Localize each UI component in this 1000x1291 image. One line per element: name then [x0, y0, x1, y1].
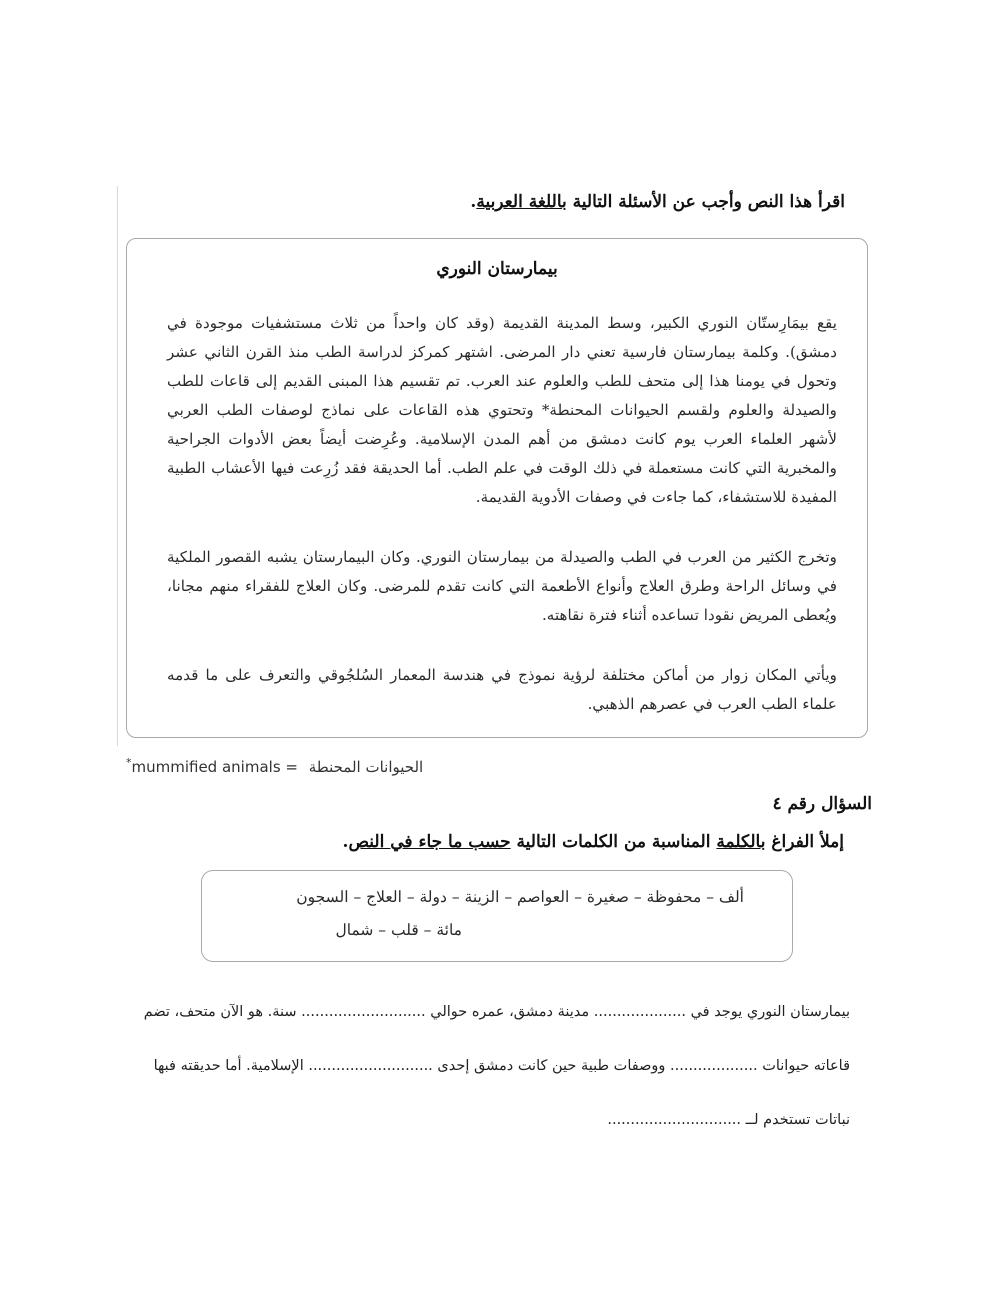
question-instruction-underline-2: حسب ما جاء في النص: [348, 832, 511, 852]
word-bank-line-2: مائة – قلب – شمال: [335, 921, 462, 939]
footnote-star: *: [126, 756, 132, 769]
instruction-text: اقرأ هذا النص وأجب عن الأسئلة التالية: [566, 192, 845, 212]
reading-instruction: [145, 192, 845, 212]
fill-in-line-3[interactable]: نباتات تستخدم لــ .............................: [607, 1112, 850, 1128]
passage-paragraph-1: يقع بيمَارِستّان النوري الكبير، وسط المدينة القديمة (وقد كان واحداً من ثلاث مستشفيات موجودة في دمشق). وكلمة بيمارستان فارسية تعني دار المرضى. اشتهر كمركز لدراسة الطب منذ القرن الثاني عشر وتحول في يومنا هذا إلى متحف للطب والعلوم عند العرب. تم تقسيم هذا المبنى القديم إلى قاعات للطب والصيدلة والعلوم ولقسم الحيوانات المحنطة* وتحتوي هذه القاعات على نماذج لوصفات الطب العربي لأشهر العلماء العرب يوم كانت دمشق من أهم المدن الإسلامية. وعُرِضت أيضاً بعض الأدوات الجراحية والمخبرية التي كانت مستعملة في ذلك الوقت في علم الطب. أما الحديقة فقد زُرِعت فيها الأعشاب الطبية المفيدة للاستشفاء، كما جاءت في وصفات الأدوية القديمة.: [167, 314, 837, 506]
fill-in-line-1[interactable]: بيمارستان النوري يوجد في .................... مدينة دمشق، عمره حوالي ........................... سنة. هو الآن متحف، تضم: [143, 1004, 850, 1020]
question-instruction-part2: المناسبة من الكلمات التالية: [510, 832, 717, 852]
page-margin-line: [117, 186, 118, 746]
question-number: السؤال رقم ٤: [772, 794, 872, 814]
question-instruction: [244, 832, 844, 852]
word-bank: [201, 870, 793, 962]
question-instruction-underline-1: بالكلمة: [716, 832, 766, 852]
passage-paragraph-3: ويأتي المكان زوار من أماكن مختلفة لرؤية نموذج في هندسة المعمار السُلجُوقي والتعرف على ما قدمه علماء الطب العرب في عصرهم الذهبي.: [167, 666, 837, 713]
fill-in-line-2[interactable]: قاعاته حيوانات ................... ووصفات طبية حين كانت دمشق إحدى ........................... الإسلامية. أما حديقته فبها: [153, 1058, 850, 1074]
question-instruction-part1: إملأ الفراغ: [765, 832, 844, 852]
question-instruction-end: .: [342, 832, 349, 852]
passage-box: [126, 238, 868, 738]
word-bank-line-1: ألف – محفوظة – صغيرة – العواصم – الزينة – دولة – العلاج – السجون: [296, 888, 744, 906]
footnote-english: mummified animals =: [131, 758, 298, 776]
instruction-underlined: باللغة العربية: [476, 192, 567, 212]
passage-paragraph-2: وتخرج الكثير من العرب في الطب والصيدلة من بيمارستان النوري. وكان البيمارستان يشبه القصور الملكية في وسائل الراحة وطرق العلاج وأنواع الأطعمة التي كانت تقدم للمرضى. وكان العلاج للفقراء منهم مجانا، ويُعطى المريض نقودا تساعده أثناء فترة نقاهته.: [167, 548, 837, 624]
footnote: [126, 756, 423, 776]
passage-title: بيمارستان النوري: [436, 259, 558, 279]
footnote-arabic: الحيوانات المحنطة: [308, 758, 424, 776]
instruction-end: .: [470, 192, 477, 212]
